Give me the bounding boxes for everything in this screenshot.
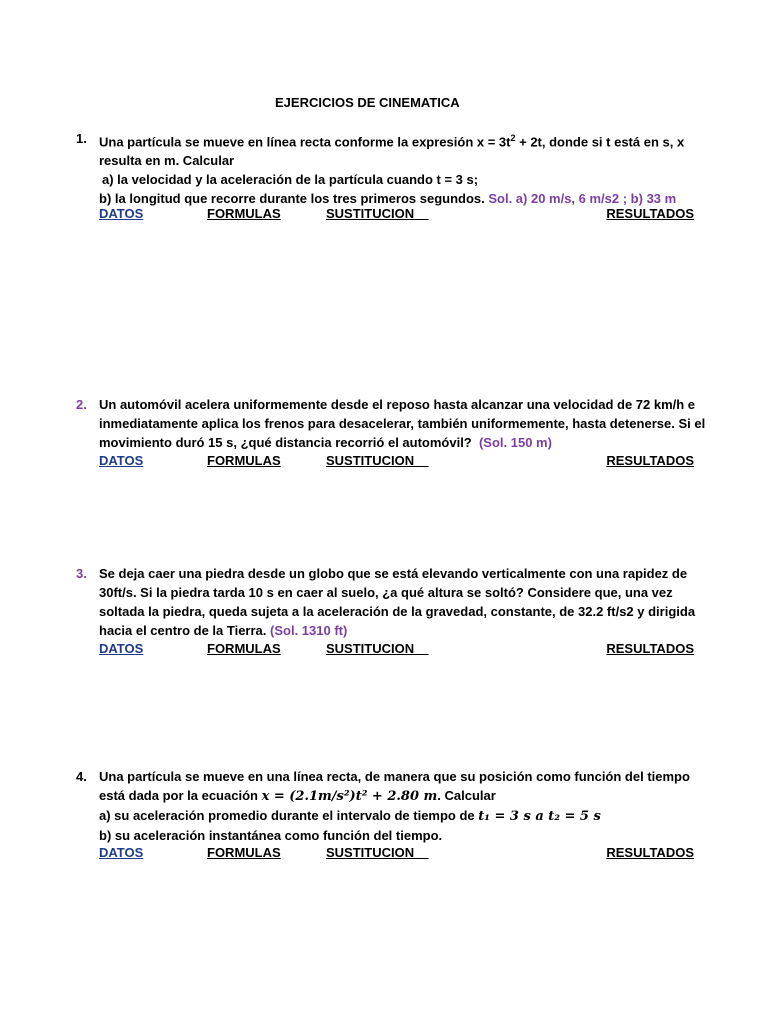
column-headers bbox=[99, 453, 694, 471]
exercise-text-cont: + 2t, donde si t está en s, x resulta en m. Calcular bbox=[99, 134, 685, 169]
exercise-number: 4. bbox=[76, 769, 87, 784]
header-sustitucion: SUSTITUCION bbox=[326, 453, 429, 468]
time-interval: t₁ = 3 s a t₂ = 5 s bbox=[478, 809, 601, 824]
exponent: 2 bbox=[510, 133, 516, 143]
exercise-part-a: a) la velocidad y la aceleración de la partícula cuando t = 3 s; bbox=[102, 172, 479, 188]
page-title: EJERCICIOS DE CINEMATICA bbox=[275, 95, 460, 110]
exercise-text: Una partícula se mueve en una línea recta, de manera que su posición como función del tiempo está dada por la ecuación bbox=[99, 769, 690, 803]
exercise-part-a-line bbox=[99, 806, 706, 826]
header-datos: DATOS bbox=[99, 453, 144, 468]
header-resultados: RESULTADOS bbox=[606, 641, 694, 656]
column-headers bbox=[99, 206, 694, 224]
header-formulas: FORMULAS bbox=[207, 453, 281, 468]
exercise-text-cont: . Calcular bbox=[437, 788, 496, 803]
exercise-number: 1. bbox=[76, 131, 87, 146]
position-equation: x = (2.1m/s²)t² + 2.80 m bbox=[261, 789, 438, 804]
header-sustitucion: SUSTITUCION bbox=[326, 641, 429, 656]
header-resultados: RESULTADOS bbox=[606, 845, 694, 860]
exercise-part-a: a) su aceleración promedio durante el intervalo de tiempo de bbox=[99, 808, 479, 823]
exercise-1 bbox=[76, 129, 706, 208]
exercise-text: Un automóvil acelera uniformemente desde el reposo hasta alcanzar una velocidad de 72 km/h e inmediatamente aplica los frenos para desacelerar, también uniformemente, hasta detenerse. Si el movimiento duró 15 s, ¿qué distancia recorrió el automóvil? bbox=[99, 397, 706, 450]
exercise-3 bbox=[76, 564, 706, 640]
exercise-number: 2. bbox=[76, 397, 87, 412]
header-formulas: FORMULAS bbox=[207, 845, 281, 860]
solution: (Sol. 1310 ft) bbox=[266, 623, 348, 638]
solution: Sol. a) 20 m/s, 6 m/s2 ; b) 33 m bbox=[484, 191, 677, 207]
exercise-text: Se deja caer una piedra desde un globo que se está elevando verticalmente con una rapidez de 30ft/s. Si la piedra tarda 10 s en caer al suelo, ¿a qué altura se soltó? Considere que, una vez soltada la piedra, queda sujeta a la aceleración de la gravedad, constante, de 32.2 ft/s2 y dirigida hacia el centro de la Tierra. bbox=[99, 566, 696, 638]
header-datos: DATOS bbox=[99, 845, 144, 860]
header-formulas: FORMULAS bbox=[207, 206, 281, 221]
header-datos: DATOS bbox=[99, 206, 144, 221]
exercise-2 bbox=[76, 395, 706, 452]
header-sustitucion: SUSTITUCION bbox=[326, 845, 429, 860]
header-resultados: RESULTADOS bbox=[606, 453, 694, 468]
header-formulas: FORMULAS bbox=[207, 641, 281, 656]
exercise-part-b: b) la longitud que recorre durante los tres primeros segundos. bbox=[99, 191, 485, 207]
column-headers bbox=[99, 641, 694, 659]
header-datos: DATOS bbox=[99, 641, 144, 656]
header-resultados: RESULTADOS bbox=[606, 206, 694, 221]
header-sustitucion: SUSTITUCION bbox=[326, 206, 429, 221]
exercise-part-b: b) su aceleración instantánea como función del tiempo. bbox=[99, 828, 443, 843]
exercise-text: Una partícula se mueve en línea recta conforme la expresión x = 3t bbox=[99, 134, 511, 150]
solution: (Sol. 150 m) bbox=[471, 435, 552, 450]
column-headers bbox=[99, 845, 694, 863]
exercise-4 bbox=[76, 767, 706, 845]
exercise-number: 3. bbox=[76, 566, 87, 581]
